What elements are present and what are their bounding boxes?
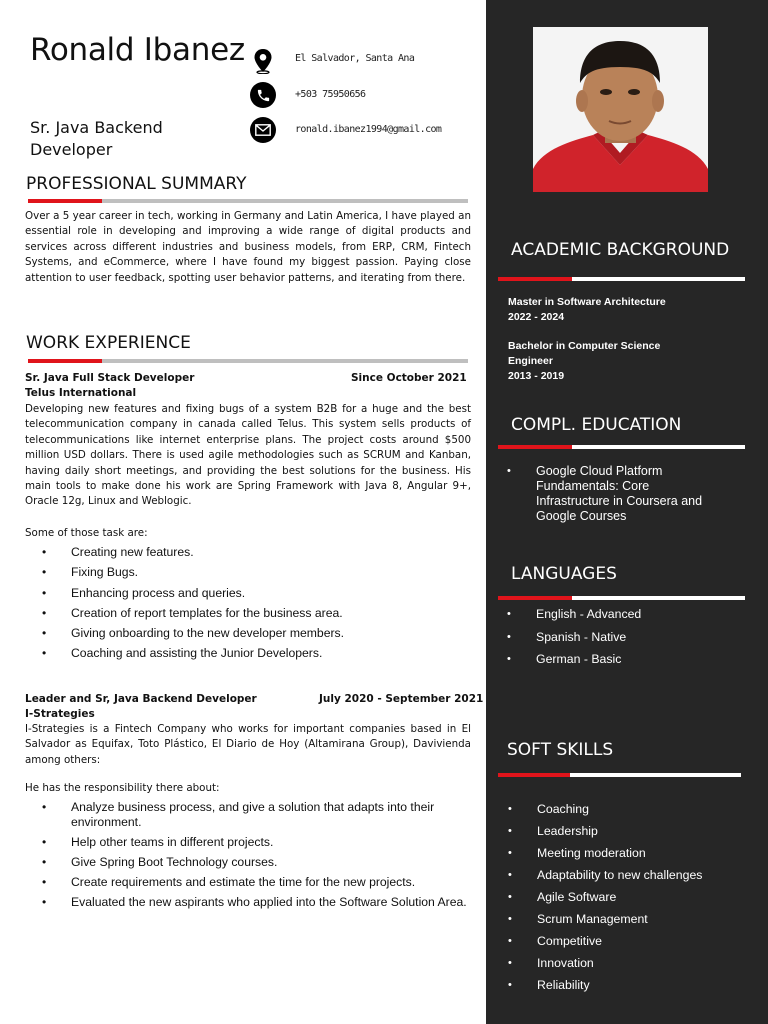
- degree-years: 2013 - 2019: [508, 370, 565, 382]
- list-item: • Create requirements and estimate the time for the new projects.: [25, 875, 477, 890]
- soft-skills-list: [508, 802, 738, 993]
- languages-list: [507, 607, 737, 667]
- work-divider: [28, 359, 468, 363]
- languages-divider: [498, 596, 745, 600]
- email-icon: [250, 117, 276, 143]
- list-item: • Meeting moderation: [508, 846, 738, 861]
- academic-divider: [498, 277, 745, 281]
- list-item: • Coaching and assisting the Junior Developers.: [25, 646, 475, 661]
- list-item: • German - Basic: [507, 652, 737, 667]
- profile-photo: [533, 27, 708, 192]
- job-company: I-Strategies: [25, 708, 95, 720]
- list-item: • English - Advanced: [507, 607, 737, 622]
- list-item: • Give Spring Boot Technology courses.: [25, 855, 477, 870]
- list-item: • Reliability: [508, 978, 738, 993]
- summary-text: Over a 5 year career in tech, working in Germany and Latin America, I have played an essential role in developing and improving a wide range of digital products and services across different industries and business models, from ERP, CRM, Fintech Systems, and eCommerce, where I have found my biggest passion. Paying close attention to user feedback, spotting user behavior patterns, and iterating from there.: [25, 210, 471, 284]
- list-item: • Adaptability to new challenges: [508, 868, 738, 883]
- job-description: I-Strategies is a Fintech Company who works for important companies based in El Salvador as Equifax, Toto Plástico, El Diario de Hoy (Altamirana Group), Davivienda among others:: [25, 723, 471, 766]
- summary-divider: [28, 199, 468, 203]
- job-tasks-intro: Some of those task are:: [25, 527, 148, 539]
- education-divider: [498, 445, 745, 449]
- list-item: • Competitive: [508, 934, 738, 949]
- list-item: • Fixing Bugs.: [25, 565, 475, 580]
- education-heading: COMPL. EDUCATION: [511, 415, 682, 435]
- job-title: Leader and Sr, Java Backend Developer: [25, 693, 257, 705]
- soft-skills-heading: SOFT SKILLS: [507, 740, 614, 760]
- academic-heading: ACADEMIC BACKGROUND: [511, 240, 730, 260]
- list-item: • Analyze business process, and give a solution that adapts into their environment.: [25, 800, 477, 830]
- list-item: • Evaluated the new aspirants who applied into the Software Solution Area.: [25, 895, 477, 910]
- job-task-list: [25, 545, 475, 661]
- degree-title: Master in Software Architecture: [508, 296, 666, 308]
- candidate-name: Ronald Ibanez: [30, 32, 245, 68]
- list-item: • Leadership: [508, 824, 738, 839]
- job-period: July 2020 - September 2021: [319, 693, 484, 705]
- list-item: • Giving onboarding to the new developer members.: [25, 626, 475, 641]
- job-company: Telus International: [25, 387, 137, 399]
- list-item: • Creation of report templates for the business area.: [25, 606, 475, 621]
- degree-years: 2022 - 2024: [508, 311, 565, 323]
- list-item: • Agile Software: [508, 890, 738, 905]
- job-period: Since October 2021: [351, 372, 467, 384]
- list-item: • Coaching: [508, 802, 738, 817]
- summary-heading: PROFESSIONAL SUMMARY: [26, 174, 247, 194]
- degree-title: Bachelor in Computer Science: [508, 340, 661, 352]
- job-tasks-intro: He has the responsibility there about:: [25, 782, 220, 794]
- contact-email[interactable]: ronald.ibanez1994@gmail.com: [295, 124, 442, 135]
- job-title: Sr. Java Full Stack Developer: [25, 372, 195, 384]
- list-item: • Scrum Management: [508, 912, 738, 927]
- job-description: Developing new features and fixing bugs of a system B2B for a huge and the best telecommunication company in canada called Telus. This system sells products of telecommunications like internet enterprise plans. The project costs around $500 million USD dollars. There is used agile methodologies such as SCRUM and Kanban, having daily short meetings, and providing the best solutions for the business. His main tools to make done his work are Spring Framework with Java 8, Angular 9+, Oracle 12g, Linux and Weblogic.: [25, 403, 471, 508]
- job-task-list: [25, 800, 477, 910]
- list-item: • Enhancing process and queries.: [25, 586, 475, 601]
- list-item: • Google Cloud Platform Fundamentals: Core Infrastructure in Coursera and Google Courses: [507, 464, 713, 524]
- contact-location: El Salvador, Santa Ana: [295, 53, 415, 64]
- languages-heading: LANGUAGES: [511, 564, 617, 584]
- candidate-role: Sr. Java Backend Developer: [30, 118, 163, 159]
- location-pin-icon: [251, 49, 275, 73]
- list-item: • Spanish - Native: [507, 630, 737, 645]
- list-item: • Creating new features.: [25, 545, 475, 560]
- list-item: • Help other teams in different projects.: [25, 835, 477, 850]
- list-item: • Innovation: [508, 956, 738, 971]
- degree-subtitle: Engineer: [508, 355, 553, 367]
- education-list: [507, 464, 713, 524]
- work-heading: WORK EXPERIENCE: [26, 333, 191, 353]
- phone-icon: [250, 82, 276, 108]
- contact-phone: +503 75950656: [295, 89, 366, 100]
- soft-skills-divider: [498, 773, 741, 777]
